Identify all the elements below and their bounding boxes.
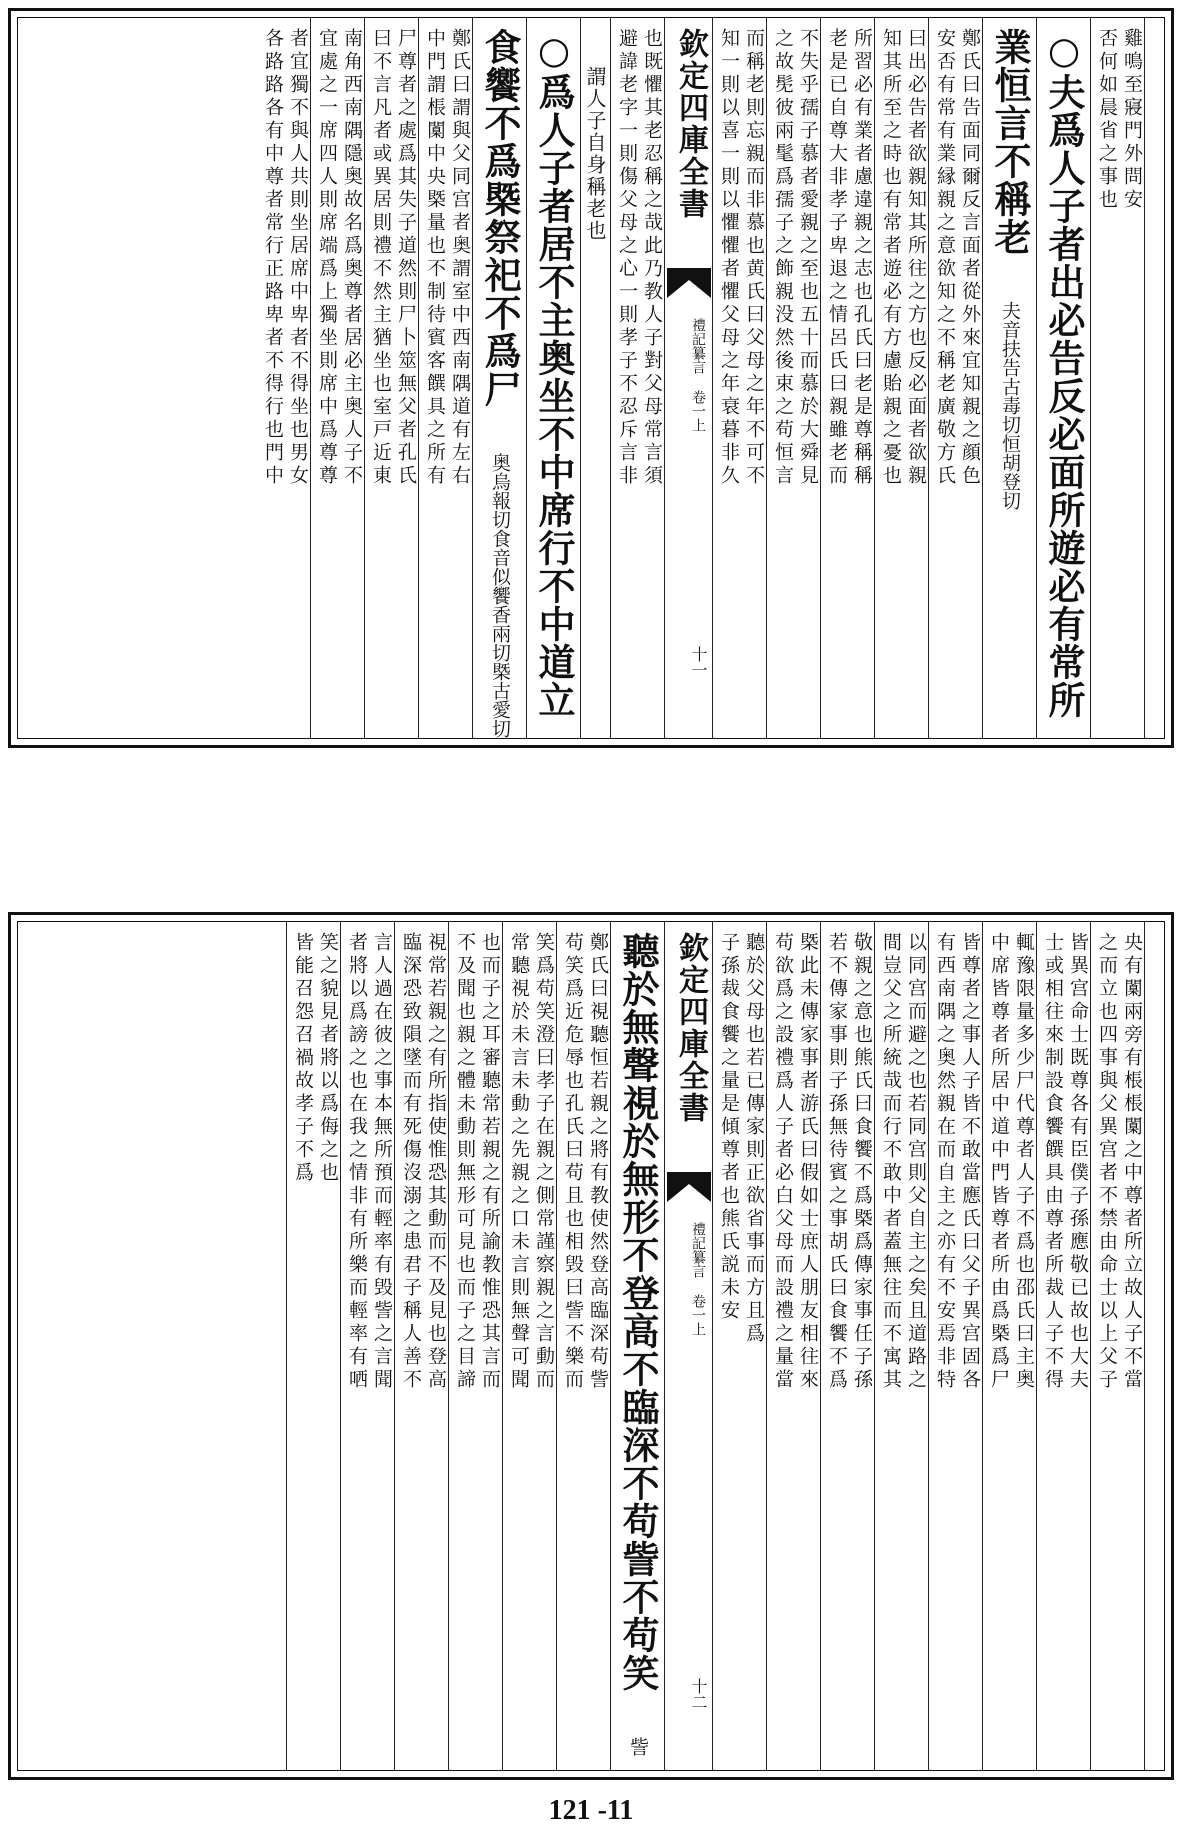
commentary-column: 曰出必告者欲親知其所往之方也反必面者欲親 知其所至之時也有常者遊必有方慮貽親之憂也 [874,18,928,738]
top-page-frame [17,17,1165,739]
top-page-panel [8,8,1174,748]
volume-label: 禮記纂言 卷一上 [690,318,706,432]
bottom-columns [18,922,1164,1770]
main-text-column: ○夫爲人子者出必告反必面所遊必有常所 [1036,18,1090,738]
commentary-column: 所習必有業者慮違親之志也孔氏曰老是尊稱稱 老是已自尊大非孝子卑退之情呂氏曰親雖老而 [820,18,874,738]
commentary-column: 鄭氏曰告面同爾反言面者從外來宜知親之顔色 安否有常有業縁親之意欲知之不稱老廣敬方氏 [928,18,982,738]
phonetic-note: 訾 [627,1737,649,1756]
margin-column [1144,18,1164,738]
commentary-column: 笑爲苟笑澄曰孝子在親之側常謹察親之言動而 常聽視於未言未動之先親之口未言則無聲可聞 [502,922,556,1770]
commentary-column: 鄭氏曰視聽恒若親之將有教使然登高臨深苟訾 苟笑爲近危辱也孔氏曰苟且也相毁曰訾不樂而 [556,922,610,1770]
commentary-column: 皆尊者之事人子皆不敢當應氏曰父子異宫固各 有西南隅之奥然親在而自主之亦有不安焉非特 [928,922,982,1770]
volume-label: 禮記纂言 卷一上 [690,1222,706,1336]
phonetic-note: 夫音扶告古毒切恒胡登切 [999,301,1021,510]
commentary-column: 聽於父母也若已傳家則正欲省事而方且爲 子孫裁食饗之量是傾尊者也熊氏説未安 [712,922,766,1770]
commentary-column: 笑之貌見者將以爲侮之也 皆能召怨召禍故孝子不爲 [286,922,340,1770]
main-text-column: 聽於無聲視於無形不登高不臨深不苟訾不苟笑 訾 [610,922,664,1770]
commentary-column: 敬親之意也熊氏曰食饗不爲槩爲傳家事任子孫 若不傳家事則子孫無待賓之事胡氏曰食饗不爲 [820,922,874,1770]
bottom-page-frame [17,921,1165,1771]
leaf-number: 十一 [689,646,708,678]
text-column: 雞鳴至寢門外問安 否何如晨省之事也 [1090,18,1144,738]
commentary-column: 不失乎孺子慕者愛親之至也五十而慕於大舜見 之故髧彼兩髦爲孺子之飾親没然後束之苟恒言 [766,18,820,738]
fish-tail-mark-icon [667,268,711,298]
bottom-page-panel [8,912,1174,1780]
commentary-column: 鄭氏曰謂與父同宫者奥謂室中西南隅道有左右 中門謂棖闑中央槩量也不制待賓客饌具之所有 [418,18,472,738]
commentary-column: 而稱老則忘親而非慕也黄氏曰父母之年不可不 知一則以喜一則以懼懼者懼父母之年衰暮非久 [712,18,766,738]
commentary-column: 以同宫而避之也若同宫則父自主之矣且道路之 間豈父之所統哉而行不敢中者蓋無往而不寓其 [874,922,928,1770]
main-text-column: 食饗不爲槩祭祀不爲尸 奥烏報切食音似饗香兩切槩古愛切 [472,18,526,738]
commentary-column: 謂人子自身稱老也 [580,18,610,738]
center-fold-column [664,18,712,738]
book-title: 欽定四庫全書 [673,932,708,1124]
commentary-column: 槩此未傳家事者游氏曰假如士庶人朋友相往來 苟欲爲之設禮爲人子者必白父母而設禮之量當 [766,922,820,1770]
leaf-number: 十二 [689,1678,708,1710]
page-number: 121 -11 [548,1795,634,1826]
fish-tail-mark-icon [667,1172,711,1202]
commentary-column: 央有闑兩旁有棖棖闑之中尊者所立故人子不當 之而立也四事與父異宫者不禁由命士以上父子 [1090,922,1144,1770]
commentary-column: 南角西南隅隱奥故名爲奥尊者居必主奥人子不 宜處之一席四人則席端爲上獨坐則席中爲尊尊 [310,18,364,738]
book-title: 欽定四庫全書 [673,28,708,220]
commentary-column: 也既懼其老忍稱之哉此乃教人子對父母常言須 避諱老字一則傷父母之心一則孝子不忍斥言非 [610,18,664,738]
commentary-column: 視常若親之有所指使惟恐其動而不及見也登高 臨深恐致隕墜而有死傷沒溺之患君子稱人善不 [394,922,448,1770]
main-text-column: 業恒言不稱老 夫音扶告古毒切恒胡登切 [982,18,1036,738]
commentary-column: 者宜獨不與人共則坐居席中卑者不得坐也男女 各路路各有中尊者常行正路卑者不得行也門中 [262,28,309,488]
margin-column [1144,922,1164,1770]
commentary-column: 尸尊者之處爲其失子道然則尸卜筮無父者孔氏 曰不言凡者或異居則禮不然主猶坐也室戸近東 [364,18,418,738]
commentary-column: 皆異宫命士既尊各有臣僕子孫應敬已故也大夫 士或相往來制設食饗饌具由尊者所裁人子不得 [1036,922,1090,1770]
commentary-column: 也而子之耳審聽常若親之有所諭教惟恐其言而 不及聞也親之體未動則無形可見也而子之目諦 [448,922,502,1770]
top-columns [18,18,1164,738]
margin-column [266,922,286,1770]
center-fold-column [664,922,712,1770]
phonetic-note: 奥烏報切食音似饗香兩切槩古愛切 [489,453,511,738]
commentary-column: 輒豫限量多少尸代尊者人子不爲也邵氏曰主奥 中席皆尊者所居中道中門皆尊者所由爲槩爲尸 [982,922,1036,1770]
commentary-column: 言人過在彼之事本無所預而輕率有毁訾之言聞 者將以爲謗之也在我之情非有所樂而輕率有哂 [340,922,394,1770]
main-text-column: ○爲人子者居不主奥坐不中席行不中道立 [526,18,580,738]
